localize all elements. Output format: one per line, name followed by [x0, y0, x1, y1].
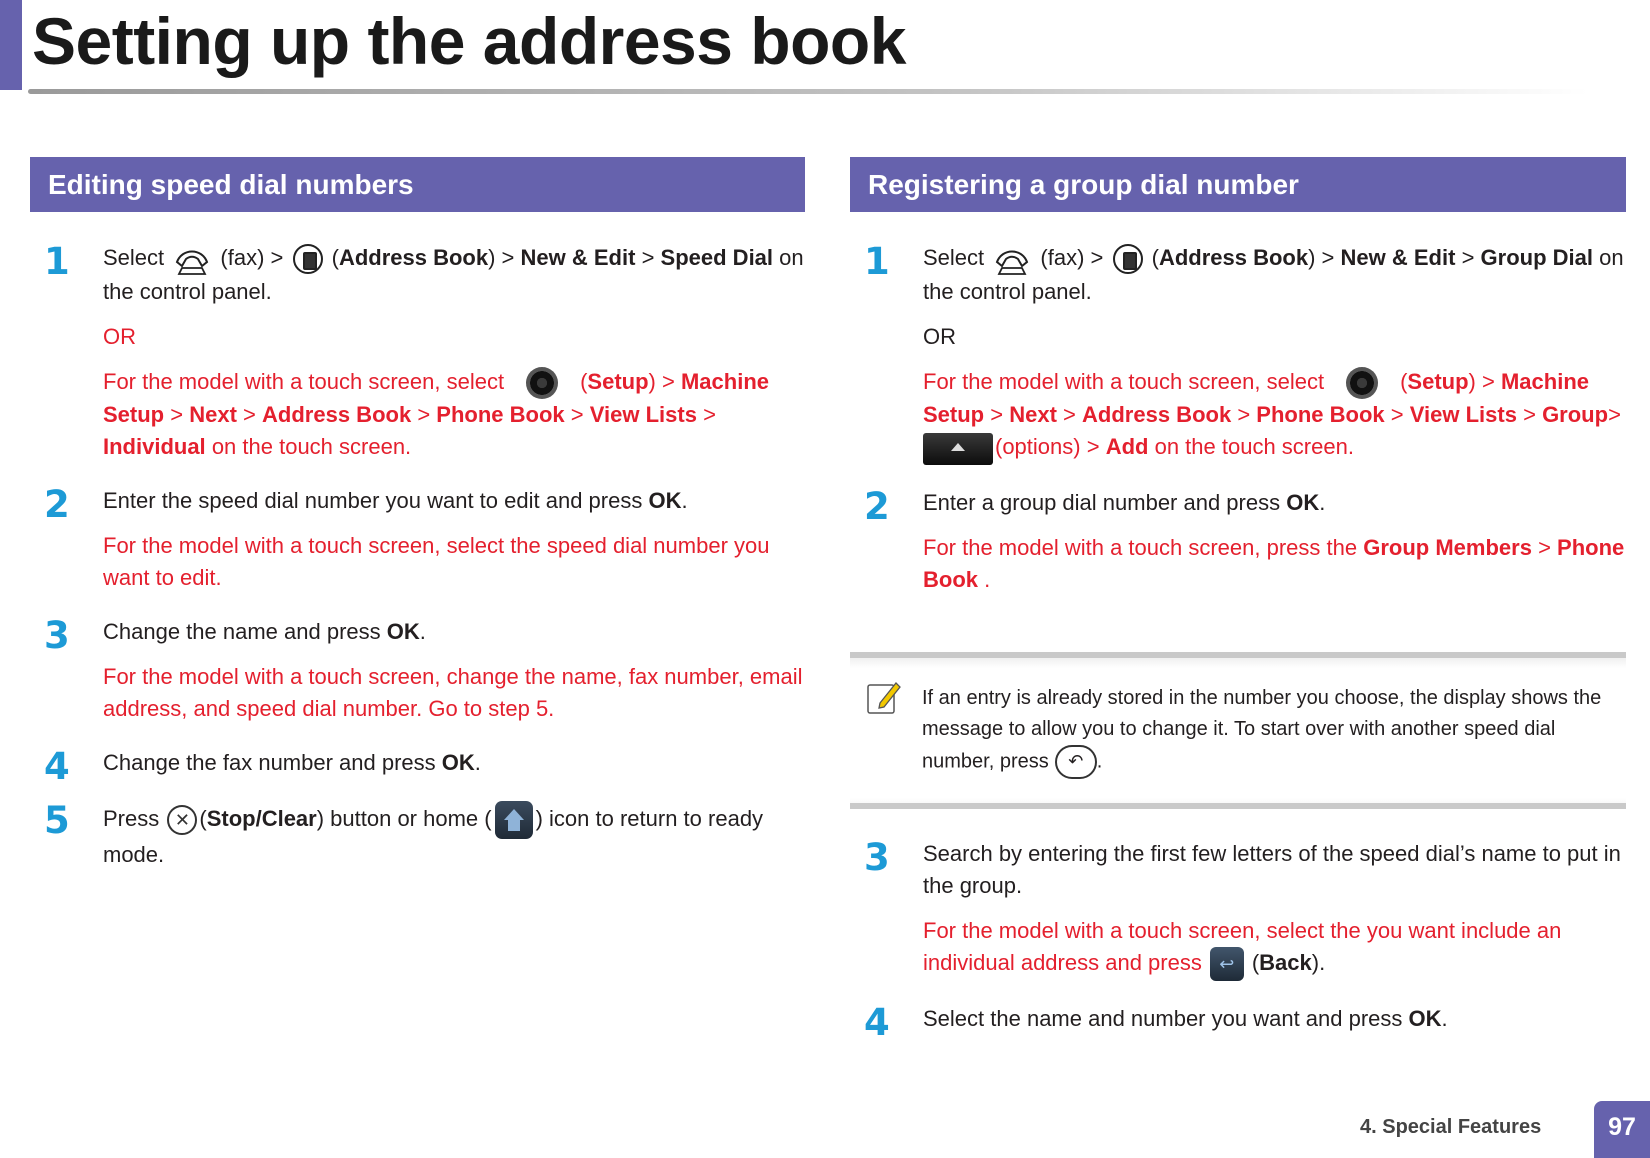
- setup-gear-icon: [1338, 367, 1386, 399]
- touch-screen-instruction: For the model with a touch screen, select the you want include an individual address and press↩ (Back).: [923, 915, 1626, 981]
- fax-handset-icon: [172, 242, 212, 276]
- setup-gear-icon: [518, 367, 566, 399]
- step-number: 2: [44, 483, 70, 527]
- left-step-3: [30, 616, 805, 725]
- step-number: 4: [864, 1001, 890, 1045]
- step-number: 2: [864, 484, 890, 528]
- footer-chapter: 4. Special Features: [1360, 1116, 1542, 1138]
- page-number: 97: [1594, 1101, 1650, 1158]
- step-instruction: Select (fax) > (Address Book) > New & Edit > Group Dial on the control panel.: [923, 242, 1626, 308]
- step-instruction: Change the fax number and press OK.: [103, 750, 481, 776]
- step-instruction: Enter a group dial number and press OK.: [923, 489, 1326, 515]
- right-steps-bottom: [850, 838, 1626, 1057]
- page-title: Setting up the address book: [32, 4, 906, 78]
- title-tab-marker: [0, 0, 22, 90]
- fax-handset-icon: [992, 242, 1032, 276]
- right-step-3: [850, 838, 1626, 981]
- step-number: 4: [44, 745, 70, 789]
- or-label: OR: [103, 324, 136, 350]
- step-instruction: Enter the speed dial number you want to edit and press OK.: [103, 488, 688, 514]
- right-step-1: [850, 242, 1626, 465]
- options-icon: [923, 433, 993, 465]
- touch-screen-instruction: For the model with a touch screen, select (Setup) > Machine Setup > Next > Address Book > Phone Book > View Lists > Individual on the touch screen.: [103, 369, 769, 460]
- left-step-1: [30, 242, 805, 463]
- step-number: 3: [44, 614, 70, 658]
- touch-screen-instruction: For the model with a touch screen, select the speed dial number you want to edit.: [103, 533, 770, 591]
- touch-screen-instruction: For the model with a touch screen, press the Group Members > Phone Book .: [923, 534, 1625, 592]
- address-book-icon: [293, 244, 323, 274]
- touch-screen-instruction: For the model with a touch screen, select (Setup) > Machine Setup > Next > Address Book > Phone Book > View Lists > Group> (options) > Add on the touch screen.: [923, 366, 1626, 464]
- address-book-icon: [1113, 244, 1143, 274]
- left-step-2: [30, 485, 805, 594]
- right-step-4: [850, 1001, 1626, 1045]
- right-step-2: [850, 484, 1626, 596]
- note-box: [850, 652, 1626, 809]
- or-label: OR: [923, 324, 956, 350]
- home-icon: [495, 801, 533, 839]
- left-step-5: [30, 801, 805, 871]
- step-number: 1: [44, 240, 70, 283]
- section-heading-registering-group-dial: Registering a group dial number: [850, 157, 1626, 212]
- step-instruction: Select (fax) > (Address Book) > New & Edit > Speed Dial on the control panel.: [103, 242, 805, 308]
- note-text: If an entry is already stored in the number you choose, the display shows the message to allow you to change it. To start over with another speed dial number, press ↶ .: [922, 683, 1622, 779]
- step-instruction: Search by entering the first few letters of the speed dial’s name to put in the group.: [923, 841, 1621, 898]
- title-divider: [28, 89, 1588, 94]
- step-instruction: Press ✕ (Stop/Clear) button or home ( ) icon to return to ready mode.: [103, 801, 805, 871]
- step-instruction: Select the name and number you want and press OK.: [923, 1006, 1448, 1032]
- left-step-4: [30, 745, 805, 789]
- right-steps-top: [850, 242, 1626, 618]
- back-icon: [1210, 947, 1244, 981]
- left-steps: [30, 242, 805, 893]
- note-pencil-icon: [866, 679, 902, 715]
- stop-clear-icon: ✕: [167, 805, 197, 835]
- touch-screen-instruction: For the model with a touch screen, change the name, fax number, email address, and speed dial number. Go to step 5.: [103, 664, 803, 722]
- step-number: 1: [864, 240, 890, 283]
- step-number: 3: [864, 836, 890, 879]
- step-instruction: Change the name and press OK.: [103, 619, 426, 645]
- section-heading-editing-speed-dial: Editing speed dial numbers: [30, 157, 805, 212]
- undo-icon: ↶: [1055, 745, 1097, 779]
- step-number: 5: [44, 799, 70, 843]
